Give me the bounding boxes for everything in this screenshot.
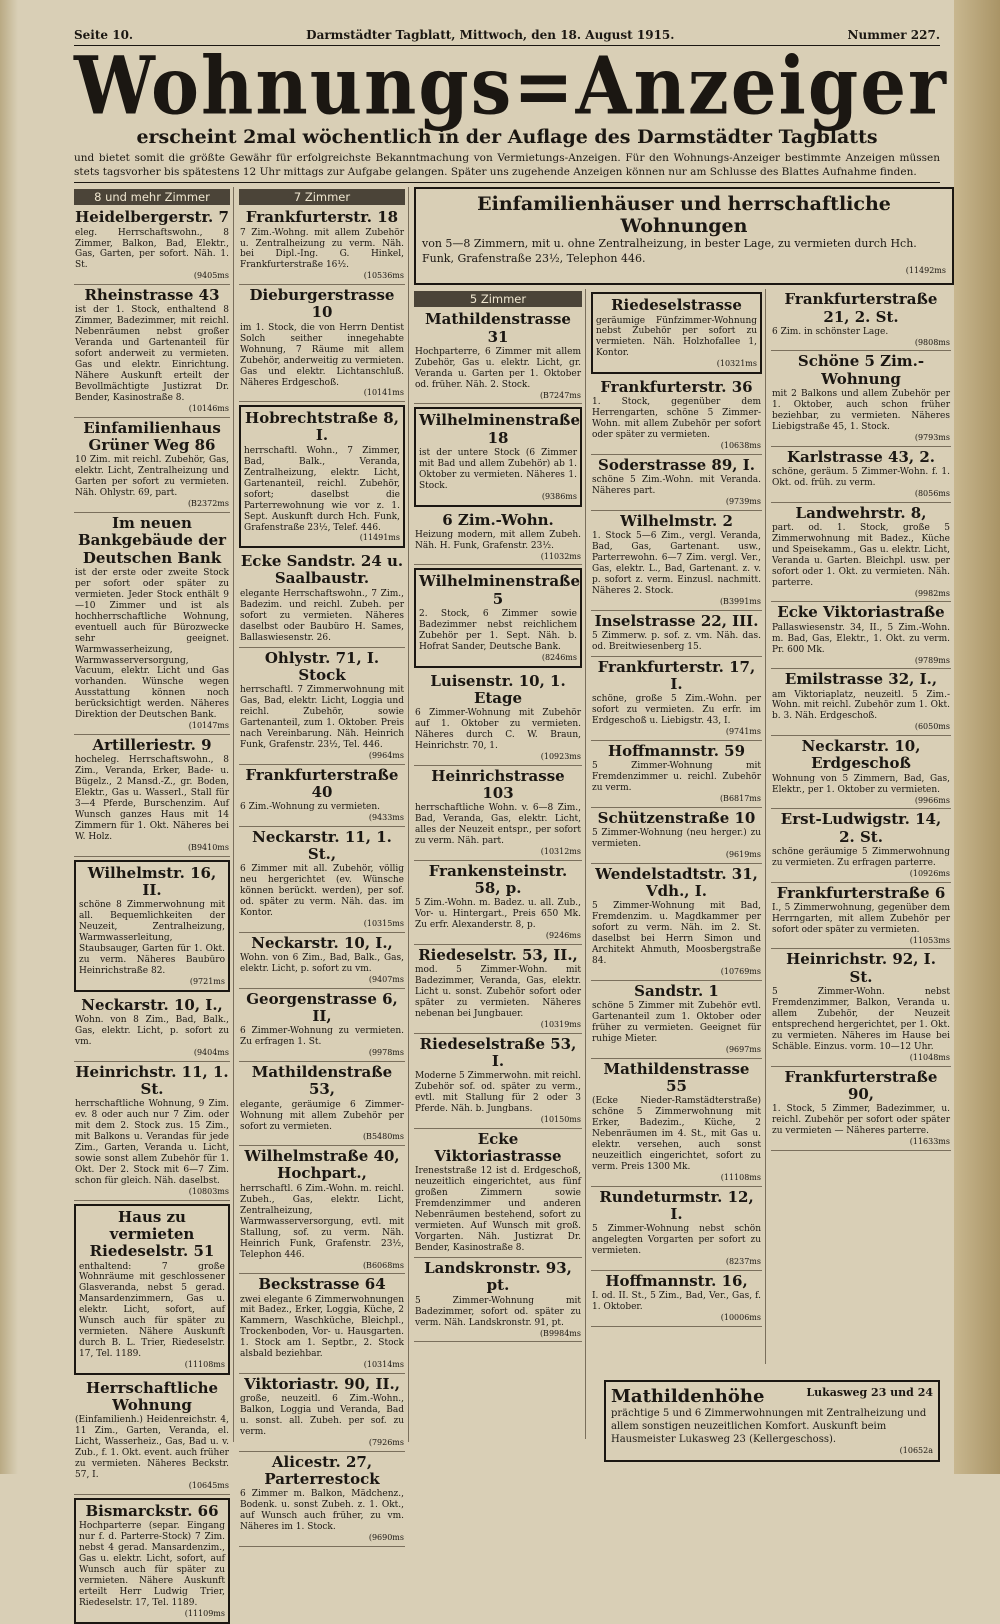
page-edge-right <box>954 0 1000 1474</box>
ad-code: (10319ms <box>540 1020 581 1030</box>
ad-code: (9739ms <box>725 497 761 507</box>
ad-body: 2. Stock, 6 Zimmer sowie Badezimmer nebst reichlichem Zubehör per 1. Sept. Näh. b. Hofrat Sander, Deutsche Bank. <box>419 608 577 652</box>
ad-body: 1. Stock, 5 Zimmer, Badezimmer, u. reichl. Zubehör per sofort oder später zu vermieten — Näheres parterre. <box>772 1104 950 1136</box>
ad-body: Hochparterre, 6 Zimmer mit allem Zubehör, Gas u. elektr. Licht, gr. Veranda u. Garten per 1. Oktober od. früher. Näh. 2. Stock. <box>415 346 581 390</box>
classified-ad <box>414 766 582 861</box>
ad-body: 5 Zimmer-Wohnung nebst schön angelegten Vorgarten per sofort zu vermieten. <box>592 1224 761 1257</box>
classified-ad <box>771 351 951 446</box>
ad-title: Frankensteinstr. 58, p. <box>428 861 568 898</box>
classified-ad <box>414 1129 582 1258</box>
classified-ad <box>591 741 762 808</box>
ad-title: Soderstrasse 89, I. <box>598 456 755 475</box>
ad-title: Beckstrasse 64 <box>258 1275 386 1294</box>
classified-ad <box>414 671 582 766</box>
ad-code: (B5480ms <box>362 1132 404 1142</box>
ad-title: Wilhelmstr. 16, II. <box>87 863 217 900</box>
issue-number: Nummer 227. <box>847 28 940 42</box>
ad-body: 5 Zimmer-Wohn. nebst Fremdenzimmer, Balkon, Veranda u. allem Zubehör, der Neuzeit entsprechend hergerichtet, per 1. Okt. zu vermieten. Näheres im Hause bei Schäble. Einzus. vorm. 10—12 Uhr. <box>772 986 950 1052</box>
classified-ad <box>74 1378 230 1495</box>
ad-code: (7926ms <box>368 1438 404 1448</box>
ad-code: (9793ms <box>914 432 950 442</box>
ad-title: Wendelstadtstr. 31, Vdh., I. <box>595 864 758 901</box>
ad-code: (B3991ms <box>719 597 761 607</box>
ad-body: zwei elegante 6 Zimmerwohnungen mit Badez., Erker, Loggia, Küche, 2 Kammern, Waschküche, Bleichpl., Trockenboden, Vor- u. Hausgarten. 1. Stock am 1. Septbr., 2. Stock alsbald beziehbar. <box>240 1294 404 1360</box>
bottom-ad-body <box>611 1407 933 1456</box>
bottom-ad <box>604 1380 940 1462</box>
ad-title: Bismarckstr. 66 <box>85 1502 219 1521</box>
ad-column <box>591 289 766 1364</box>
ad-title: Luisenstr. 10, 1. Etage <box>430 671 566 707</box>
ad-code: (10312ms <box>540 847 581 857</box>
ad-code: (9246ms <box>545 931 581 941</box>
classified-ad <box>239 1274 405 1374</box>
ad-title: Inselstrasse 22, III. <box>594 611 759 630</box>
ad-body: enthaltend: 7 große Wohnräume mit geschlossener Glasveranda, nebst 5 gerad. Mansardenzimmern, Gas u. elektr. Licht, sofort, auf Wunsch auch für später zu vermieten. Nähere Auskunft durch B. L. Trier, Riedeselstr. 17, Tel. 1189. <box>79 1261 225 1360</box>
ad-code: (B6817ms <box>719 794 761 804</box>
ad-body: 5 Zimmer-Wohnung mit Badezimmer, sofort od. später zu verm. Näh. Landskronstr. 91, pt. <box>415 1295 581 1328</box>
ad-code: (11053ms <box>909 935 950 945</box>
ad-body: 5 Zimmer-Wohnung (neu herger.) zu vermieten. <box>592 828 761 850</box>
ad-column <box>414 289 586 1439</box>
classified-ad <box>591 1187 762 1271</box>
ad-column <box>74 187 234 1619</box>
ad-title: Artilleriestr. 9 <box>92 736 212 755</box>
ad-code: (10769ms <box>720 967 761 977</box>
ad-code: (10536ms <box>363 271 404 281</box>
ad-body: herrschaftl. 7 Zimmerwohnung mit Gas, Bad, elektr. Licht, Loggia und reichl. Zubehör, sowie Gartenanteil, zum 1. Oktober. Preis nach Vereinbarung. Näh. Heinrich Funk, Grafenstr. 23½, Tel. 446. <box>240 685 404 750</box>
ad-body: herrschaftliche Wohn. v. 6—8 Zim., Bad, Veranda, Gas, elektr. Licht, alles der Neuzeit entspr., per sofort zu verm. Näh. part. <box>415 803 581 847</box>
ad-title: Landwehrstr. 8, <box>795 503 927 522</box>
ad-title: Frankfurterstraße 90, <box>784 1067 938 1103</box>
ad-title: Landskronstr. 93, pt. <box>424 1259 572 1295</box>
classified-ad <box>74 1204 230 1375</box>
ad-code: (10315ms <box>363 919 404 929</box>
ad-body: elegante, geräumige 6 Zimmer-Wohnung mit allem Zubehör per sofort zu vermieten. <box>240 1099 404 1132</box>
ad-code: (B6068ms <box>362 1260 404 1270</box>
ad-title: Alicestr. 27, Parterrestock <box>264 1452 380 1489</box>
ad-title: Wilhelminenstraße 18 <box>419 411 580 447</box>
ad-body: schöne, große 5 Zim.-Wohn. per sofort zu vermieten. Zu erfr. im Erdgeschoß u. Liebigstr. 43, I. <box>592 694 761 727</box>
ad-code: (11109ms <box>184 1609 225 1619</box>
classified-ad <box>591 981 762 1059</box>
ad-code: (10314ms <box>363 1360 404 1370</box>
ad-title: Im neuen Bankgebäude der Deutschen Bank <box>77 514 227 567</box>
ad-title: Neckarstr. 10, I., <box>251 933 393 952</box>
ad-body: 7 Zim.-Wohng. mit allem Zubehör u. Zentralheizung zu verm. Näh. bei Dipl.-Ing. G. Hinkel, Frankfurterstraße 16½. <box>240 227 404 271</box>
ad-body: Pallaswiesenstr. 34, II., 5 Zim.-Wohn. m. Bad, Gas, Elektr., 1. Okt. zu verm. Pr. 600 Mk. <box>772 622 950 655</box>
ad-title: Rundeturmstr. 12, I. <box>599 1187 754 1224</box>
classified-ad <box>239 827 405 933</box>
ad-body: Moderne 5 Zimmerwohn. mit reichl. Zubehör sof. od. später zu verm., evtl. mit Stallung für 2 oder 3 Pferde. Näh. b. Jungbans. <box>415 1071 581 1115</box>
masthead-title: Wohnungs=Anzeiger <box>74 38 948 133</box>
classified-ad <box>591 657 762 741</box>
ad-code: (9741ms <box>725 727 761 737</box>
ad-title: Frankfurterstr. 36 <box>600 378 753 397</box>
ad-code: (10321ms <box>716 359 757 369</box>
ad-body: Wohn. von 8 Zim., Bad, Balk., Gas, elektr. Licht, p. sofort zu vm. <box>75 1015 229 1048</box>
ad-body: 5 Zim.-Wohn. m. Badez. u. all. Zub., Vor- u. Hintergart., Preis 650 Mk. Zu erfr. Alexanderstr. 8, p. <box>415 898 581 931</box>
classified-ad <box>591 292 762 374</box>
ad-title: Heidelbergerstr. 7 <box>75 208 229 227</box>
bottom-ad-title: Mathildenhöhe <box>611 1385 765 1407</box>
ad-code: (9808ms <box>914 337 950 347</box>
ad-body: ist der untere Stock (6 Zimmer mit Bad und allem Zubehör) ab 1. Oktober zu vermieten. Näheres 1. Stock. <box>419 447 577 491</box>
bottom-ad-code: (10652a <box>899 1445 933 1455</box>
classified-ad <box>239 765 405 827</box>
ad-code: (10006ms <box>720 1313 761 1323</box>
ad-body: 5 Zimmer-Wohnung mit Bad, Fremdenzim. u. Magdkammer per sofort zu verm. Näh. im 2. St. daselbst bei Herrn Simon und Architekt Ahmuth, Moosbergstraße 84. <box>592 901 761 967</box>
ad-title: Hoffmannstr. 16, <box>605 1272 748 1291</box>
ad-title: Heinrichstr. 92, I. St. <box>786 950 936 986</box>
ad-title: Viktoriastr. 90, II., <box>244 1375 400 1394</box>
ad-body: am Viktoriaplatz, neuzeitl. 5 Zim.-Wohn. mit reichl. Zubehör zum 1. Okt. b. 3. Näh. Erdgeschoß. <box>772 689 950 722</box>
ad-title: 6 Zim.-Wohn. <box>442 510 554 529</box>
ad-title: Hoffmannstr. 59 <box>607 742 746 761</box>
ad-title: Riedeselstrasse <box>611 296 742 315</box>
ad-code: (9789ms <box>914 655 950 665</box>
bottom-ad-text: prächtige 5 und 6 Zimmerwohnungen mit Zentralheizung und allem sonstigen neuzeitlichen Komfort. Auskunft beim Hausmeister Lukasweg 23 (Kellergeschoss). <box>611 1407 927 1445</box>
ad-body: mit 2 Balkons und allem Zubehör per 1. Oktober, auch schon früher beziehbar, zu vermieten. Näheres Liebigstraße 45, 1. Stock. <box>772 388 950 432</box>
masthead-subtitle: erscheint 2mal wöchentlich in der Auflage des Darmstädter Tagblatts <box>136 126 878 148</box>
ad-title: Neckarstr. 10, Erdgeschoß <box>801 737 921 773</box>
ad-title: Herrschaftliche Wohnung <box>85 1378 219 1415</box>
ad-title: Haus zu vermieten Riedeselstr. 51 <box>89 1207 215 1261</box>
ad-code: (9405ms <box>193 271 229 281</box>
ad-title: Heinrichstrasse 103 <box>431 766 565 802</box>
ad-code: (9433ms <box>368 813 404 823</box>
ad-code: (11108ms <box>184 1360 225 1370</box>
ad-body: ist der 1. Stock, enthaltend 8 Zimmer, Badezimmer, mit reichl. Nebenräumen nebst großer Veranda und Gartenanteil für sofort anderweit zu vermieten. Gas und elektr. Einrichtung. Nähere Auskunft erteilt der Bevollmächtigte Justizrat Dr. Bender, Kasinostraße 8. <box>75 305 229 404</box>
issue-line: Darmstädter Tagblatt, Mittwoch, den 18. August 1915. <box>306 28 675 42</box>
ad-title: Neckarstr. 10, I., <box>81 995 223 1014</box>
classified-ad <box>239 405 405 548</box>
classified-ad <box>239 1374 405 1452</box>
ad-title: Schützenstraße 10 <box>597 809 756 828</box>
ad-body: 5 Zimmerw. p. sof. z. vm. Näh. das. od. Breitwiesenberg 15. <box>592 631 761 652</box>
ad-title: Heinrichstr. 11, 1. St. <box>75 1062 229 1098</box>
ad-body: 6 Zimmer m. Balkon, Mädchenz., Bodenk. u. sonst Zubeh. z. 1. Okt., auf Wunsch auch früher, zu vm. Näheres im 1. Stock. <box>240 1489 404 1533</box>
ad-body: im 1. Stock, die von Herrn Dentist Solch seither innegehabte Wohnung, 7 Räume mit allem Zubehör, anderweitig zu vermieten. Gas und elektr. Lichtanschluß. Näheres Erdgeschoß. <box>240 322 404 388</box>
ad-body: 6 Zim. in schönster Lage. <box>772 326 889 337</box>
classified-ad <box>239 1146 405 1274</box>
classified-ad <box>414 1258 582 1342</box>
classified-ad <box>591 511 762 611</box>
ad-code: (11491ms <box>359 533 400 543</box>
ad-title: Emilstrasse 32, I., <box>784 670 938 689</box>
featured-ad <box>414 187 954 285</box>
ad-title: Mathildenstraße 53, <box>251 1063 393 1099</box>
featured-ad-text: von 5—8 Zimmern, mit u. ohne Zentralheizung, in bester Lage, zu vermieten durch Hch. Funk, Grafenstraße 23½, Telephon 446. <box>422 237 917 265</box>
ad-column <box>771 289 954 1364</box>
classified-ad <box>74 735 230 857</box>
featured-ad-title: Einfamilienhäuser und herrschaftliche Wohnungen <box>477 193 891 238</box>
section-heading: 8 und mehr Zimmer <box>74 189 230 205</box>
ad-body: große, neuzeitl. 6 Zim.-Wohn., Balkon, Loggia und Veranda, Bad u. sonst. all. Zubeh. per sof. zu verm. <box>240 1394 404 1438</box>
classified-ad <box>74 860 230 992</box>
ad-title: Wilhelminenstraße 5 <box>419 572 580 608</box>
ad-body: Wohnung von 5 Zimmern, Bad, Gas, Elektr., per 1. Oktober zu vermieten. <box>772 773 950 795</box>
ad-title: Einfamilienhaus Grüner Weg 86 <box>83 418 221 455</box>
ad-code: (9697ms <box>725 1045 761 1055</box>
ad-title: Wilhelmstr. 2 <box>620 511 733 530</box>
ad-code: (10638ms <box>720 441 761 451</box>
ad-code: (9619ms <box>725 850 761 860</box>
ad-title: Schöne 5 Zim.-Wohnung <box>797 352 925 388</box>
ad-title: Riedeselstr. 53, II., <box>418 945 578 964</box>
classified-ad <box>239 989 405 1062</box>
classified-ad <box>239 933 405 989</box>
ad-code: (B7247ms <box>539 390 581 400</box>
ad-code: (8056ms <box>914 488 950 498</box>
page-edge-left <box>0 0 18 1474</box>
ad-body: ist der erste oder zweite Stock per sofort oder später zu vermieten. Jeder Stock enthält 9—10 Zimmer und ist als hochherrschaftliche Wohnung, eventuell auch für Bürozwecke sehr geeignet. Warmwasserheizung, Warmwasserversorgung, Vacuum, elektr. Licht und Gas vorhanden. Wünsche wegen Ausstattung können noch berücksichtigt werden. Näheres Direktion der Deutschen Bank. <box>75 567 229 721</box>
classified-ad <box>771 809 951 882</box>
classified-ad <box>239 1452 405 1547</box>
classified-ad <box>771 289 951 351</box>
ad-body: hocheleg. Herrschaftswohn., 8 Zim., Veranda, Erker, Bade- u. Bügelz., 2 Mansd.-Z., gr. Boden, Elektr., Gas u. Wasserl., Stall für 3—4 Pferde, Burschenzim. Auf Wunsch ganzes Haus mit 14 Zimmern für 1. Okt. Näheres bei W. Holz. <box>75 755 229 843</box>
ad-code: (B9984ms <box>539 1328 581 1338</box>
classified-ad <box>771 447 951 503</box>
ad-body: mod. 5 Zimmer-Wohn. mit Badezimmer, Veranda, Gas, elektr. Licht u. sonst. Zubehör sofort oder später zu vermieten. Näheres nebenan bei Jungbauer. <box>415 965 581 1020</box>
ad-body: elegante Herrschaftswohn., 7 Zim., Badezim. und reichl. Zubeh. per sofort zu vermieten. Näheres daselbst oder Baubüro H. Sames, Ballaswiesenstr. 26. <box>240 588 404 643</box>
ad-title: Neckarstr. 11, 1. St., <box>252 827 392 864</box>
ad-title: Hobrechtstraße 8, I. <box>245 409 399 445</box>
ad-body: (Ecke Nieder-Ramstädterstraße) schöne 5 Zimmerwohnung mit Erker, Badezim., Küche, 2 Nebenräumen im 4. St., mit Gas u. elektr. versehen, auch sonst neuzeitlich eingerichtet, sofort zu verm. Preis 1300 Mk. <box>592 1096 761 1173</box>
classified-ad <box>591 455 762 511</box>
ad-code: (10926ms <box>909 868 950 878</box>
classified-ad <box>414 407 582 506</box>
classified-ad <box>771 602 951 669</box>
ad-body: herrschaftl. Wohn., 7 Zimmer, Bad, Balk., Veranda, Zentralheizung, elektr. Licht, Gartenanteil, reichl. Zubehör, sofort; daselbst die Parterrewohnung wie vor z. 1. Sept. Auskunft durch Hch. Funk, Grafenstraße 23½, Telef. 446. <box>244 445 400 533</box>
ad-title: Georgenstrasse 6, II, <box>246 989 398 1026</box>
ad-title: Frankfurterstr. 17, I. <box>597 657 756 694</box>
ad-body: schöne 5 Zim.-Wohn. mit Veranda. Näheres part. <box>592 475 761 497</box>
ad-code: (10146ms <box>188 404 229 414</box>
classified-ad <box>239 551 405 647</box>
ad-code: (8237ms <box>725 1257 761 1267</box>
ad-title: Ohlystr. 71, I. Stock <box>264 648 380 684</box>
classified-ad <box>771 883 951 950</box>
featured-ad-code: (11492ms <box>905 265 946 275</box>
ad-body: eleg. Herrschaftswohn., 8 Zimmer, Balkon, Bad, Elektr., Gas, Garten, per sofort. Näh. 1. St. <box>75 227 229 271</box>
ad-title: Rheinstrasse 43 <box>84 286 220 305</box>
ad-body: Hochparterre (separ. Eingang nur f. d. Parterre-Stock) 7 Zim. nebst 4 gerad. Mansardenzim., Gas u. elektr. Licht, sofort, auf Wunsch auch für später zu vermieten. Nähere Auskunft erteilt Herr Ludwig Trier, Riedeselstr. 17, Tel. 1189. <box>79 1521 225 1609</box>
ad-code: (10803ms <box>188 1187 229 1196</box>
classified-ad <box>591 864 762 981</box>
ad-body: I. od. II. St., 5 Zim., Bad, Ver., Gas, f. 1. Oktober. <box>592 1291 761 1313</box>
ad-body: I., 5 Zimmerwohnung, gegenüber dem Herrngarten, mit allem Zubehör per sofort oder später zu vermieten. <box>772 902 950 935</box>
ad-title: Dieburgerstrasse 10 <box>249 286 395 322</box>
ad-title: Ecke Viktoriastrasse <box>434 1129 562 1166</box>
ad-code: (8246ms <box>541 652 577 662</box>
ad-code: (10150ms <box>540 1115 581 1125</box>
classified-ad <box>74 513 230 735</box>
ad-body: 6 Zimmer-Wohnung zu vermieten. Zu erfragen 1. St. <box>240 1026 404 1048</box>
classified-ad <box>74 418 230 513</box>
featured-ad-body <box>422 237 946 276</box>
classified-ad <box>591 1271 762 1327</box>
ad-code: (11032ms <box>540 551 581 561</box>
classified-ad <box>771 736 951 809</box>
classified-ad <box>74 995 230 1062</box>
ad-code: (10923ms <box>540 751 581 761</box>
ad-code: (10147ms <box>188 721 229 731</box>
classified-ad <box>239 207 405 285</box>
ad-body: schöne geräumige 5 Zimmerwohnung zu vermieten. Zu erfragen parterre. <box>772 846 950 868</box>
ad-code: (11108ms <box>720 1173 761 1183</box>
ad-body: schöne, geräum. 5 Zimmer-Wohn. f. 1. Okt. od. früh. zu verm. <box>772 466 950 488</box>
ad-code: (9721ms <box>189 977 225 987</box>
ad-code: (11048ms <box>909 1052 950 1062</box>
intro-text: und bietet somit die größte Gewähr für erfolgreichste Bekanntmachung von Vermietungs-Anzeigen. Für den Wohnungs-Anzeiger bestimmte Anzeigen müssen stets tagsvorher bis spätestens 12 Uhr mittags zur Aufgabe gelangen. Später uns zugehende Anzeigen können nur am Schlusse des Blattes Aufnahme finden. <box>74 152 940 183</box>
classified-ad <box>239 1062 405 1146</box>
ad-code: (9386ms <box>541 491 577 501</box>
ad-body: schöne 5 Zimmer mit Zubehör evtl. Gartenanteil zum 1. Oktober oder früher zu vermieten. Geeignet für ruhige Mieter. <box>592 1001 761 1045</box>
classified-ad <box>591 1059 762 1187</box>
classified-ad <box>771 1067 951 1151</box>
ad-body: Wohn. von 6 Zim., Bad, Balk., Gas, elektr. Licht, p. sofort zu vm. <box>240 953 404 975</box>
ad-code: (9978ms <box>368 1048 404 1058</box>
ad-code: (B2372ms <box>187 499 229 509</box>
ad-title: Frankfurterstr. 18 <box>245 208 399 227</box>
classified-ad <box>771 949 951 1066</box>
ad-title: Wilhelmstraße 40, Hochpart., <box>244 1147 400 1183</box>
ad-body: 1. Stock 5—6 Zim., vergl. Veranda, Bad, Gas, Gartenant. usw., Parterrewohn. 6—7 Zim. vergl. Ver., Gas, elektr. L., Bad, Gartenant. z. v. p. sofort z. verm. Einzusl. nachmitt. Näheres 2. Stock. <box>592 531 761 597</box>
ad-code: (11633ms <box>909 1136 950 1146</box>
ad-title: Frankfurterstraße 40 <box>245 765 399 801</box>
classified-ad <box>414 1034 582 1129</box>
ad-code: (6050ms <box>914 722 950 732</box>
section-heading: 7 Zimmer <box>239 189 405 205</box>
classified-ad <box>591 377 762 455</box>
ad-body: Heizung modern, mit allem Zubeh. Näh. H. Funk, Grafenstr. 23½. <box>415 529 581 551</box>
ad-code: (B9410ms <box>187 843 229 853</box>
classified-ad <box>771 669 951 736</box>
classified-ad <box>74 207 230 285</box>
ad-code: (9966ms <box>914 795 950 805</box>
classified-ad <box>414 861 582 945</box>
ad-code: (9407ms <box>368 975 404 985</box>
ad-body: 6 Zimmer mit all. Zubehör, völlig neu hergerichtet (ev. Wünsche können berückt. werden), per sof. od. später zu verm. Näh. das. im Kontor. <box>240 864 404 919</box>
classified-ad <box>414 945 582 1034</box>
section-heading: 5 Zimmer <box>414 291 582 307</box>
classified-ad <box>74 1062 230 1201</box>
classified-ad <box>771 503 951 603</box>
ad-title: Mathildenstrasse 55 <box>603 1059 750 1096</box>
ad-code: (10645ms <box>188 1481 229 1491</box>
ad-body: herrschaftl. 6 Zim.-Wohn. m. reichl. Zubeh., Gas, elektr. Licht, Zentralheizung, Warmwasserversorgung, evtl. mit Stallung, sof. zu verm. Näh. Heinrich Funk, Grafenstr. 23½, Telephon 446. <box>240 1183 404 1260</box>
ad-title: Ecke Sandstr. 24 u. Saalbaustr. <box>240 552 404 588</box>
classified-ad <box>414 510 582 566</box>
classified-ad <box>591 808 762 864</box>
ad-body: 10 Zim. mit reichl. Zubehör, Gas, elektr. Licht, Zentralheizung und Garten per sofort zu vermieten. Näh. Ohlystr. 69, part. <box>75 455 229 499</box>
ad-body: herrschaftliche Wohnung, 9 Zim. ev. 8 oder auch nur 7 Zim. oder mit dem 2. Stock zus. 15 Zim., mit Balkons u. Verandas für jede Zim., Garten, Veranda u. Licht, sowie sonst allem Zubehör für 1. Okt. Der 2. Stock mit 6—7 Zim. schon für gleich. Näh. daselbst. <box>75 1099 229 1187</box>
ad-title: Mathildenstrasse 31 <box>425 310 571 346</box>
ad-title: Sandstr. 1 <box>634 982 719 1001</box>
classified-ad <box>414 309 582 404</box>
ad-title: Riedeselstraße 53, I. <box>419 1034 577 1071</box>
ad-title: Frankfurterstraße 21, 2. St. <box>784 290 938 326</box>
ad-body: part. od. 1. Stock, große 5 Zimmerwohnung mit Badez., Küche und Speisekamm., Gas u. elektr. Licht, Veranda u. Garten. Bleichpl. usw. per sofort oder 1. Okt. zu vermieten. Näh. parterre. <box>772 522 950 588</box>
ad-body: Ireneststraße 12 ist d. Erdgeschoß, neuzeitlich eingerichtet, aus fünf großen Zimmern sowie Fremdenzimmer und anderen Nebenräumen bestehend, sofort zu vermieten. Auf Wunsch mit groß. Vorgarten. Näh. Justizrat Dr. Bender, Kasinostraße 8. <box>415 1166 581 1254</box>
ad-body: geräumige Fünfzimmer-Wohnung nebst Zubehör per sofort zu vermieten. Näh. Holzhofallee 1, Kontor. <box>596 315 757 359</box>
classified-ad <box>414 568 582 667</box>
ad-body: 6 Zim.-Wohnung zu vermieten. <box>240 802 380 813</box>
ad-body: schöne 8 Zimmerwohnung mit all. Bequemlichkeiten der Neuzeit, Zentralheizung, Warmwasserleitung, Staubsauger, Garten für 1. Okt. zu verm. Näheres Baubüro Heinrichstraße 82. <box>79 900 225 977</box>
ad-title: Karlstrasse 43, 2. <box>787 447 935 466</box>
ad-code: (10141ms <box>363 388 404 398</box>
ad-body: 6 Zimmer-Wohnung mit Zubehör auf 1. Oktober zu vermieten. Näheres durch C. W. Braun, Heinrichstr. 70, 1. <box>415 708 581 751</box>
ad-code: (9690ms <box>368 1533 404 1543</box>
bottom-ad-side: Lukasweg 23 und 24 <box>806 1385 933 1399</box>
classified-ad <box>239 285 405 402</box>
ad-title: Ecke Viktoriastraße <box>777 603 945 622</box>
ad-body: (Einfamilienh.) Heidenreichstr. 4, 11 Zim., Garten, Veranda, el. Licht, Wasserheiz., Gas, Bad u. v. Zub., f. 1. Okt. event. auch früher zu vermieten. Näheres Beckstr. 57, I. <box>75 1415 229 1481</box>
classified-ad <box>591 611 762 657</box>
ad-body: 5 Zimmer-Wohnung mit Fremdenzimmer u. reichl. Zubehör zu verm. <box>592 761 761 794</box>
ad-code: (9404ms <box>193 1048 229 1057</box>
classified-ad <box>74 285 230 418</box>
ad-column <box>239 187 409 1543</box>
ad-body: 1. Stock, gegenüber dem Herrengarten, schöne 5 Zimmer-Wohn. mit allem Zubehör per sofort oder später zu vermieten. <box>592 397 761 441</box>
classified-ad <box>74 1498 230 1624</box>
ad-title: Frankfurterstraße 6 <box>776 883 946 902</box>
classified-ad <box>239 648 405 765</box>
ad-title: Erst-Ludwigstr. 14, 2. St. <box>780 810 942 846</box>
page-number: Seite 10. <box>74 28 134 42</box>
ad-code: (9982ms <box>914 588 950 598</box>
ad-code: (9964ms <box>368 750 404 760</box>
